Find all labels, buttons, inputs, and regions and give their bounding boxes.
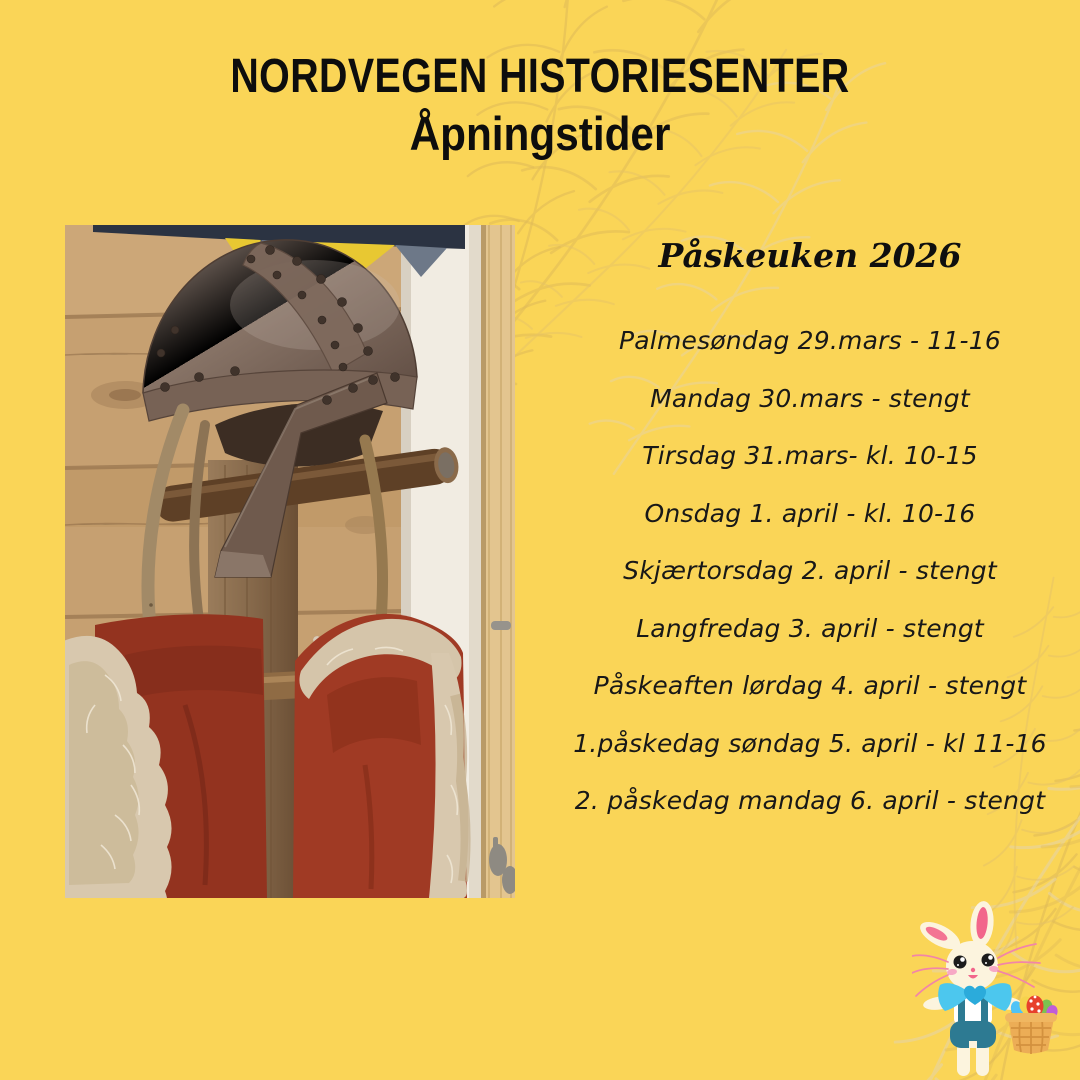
door-handle — [491, 621, 511, 630]
red-garment-left — [65, 614, 267, 898]
hours-line: Palmesøndag 29.mars - 11-16 — [619, 326, 1001, 356]
page-title: NORDVEGEN HISTORIESENTER — [230, 50, 850, 103]
hours-line: Mandag 30.mars - stengt — [650, 383, 970, 413]
easter-bunny-illustration — [912, 900, 1072, 1080]
hours-line: Påskeaften lørdag 4. april - stengt — [593, 671, 1027, 701]
hours-list — [545, 312, 1075, 830]
easter-basket — [1005, 996, 1059, 1055]
hours-line: Onsdag 1. april - kl. 10-16 — [644, 498, 976, 528]
hours-line: Langfredag 3. april - stengt — [636, 613, 984, 643]
hours-line: Tirsdag 31.mars- kl. 10-15 — [642, 441, 978, 471]
red-garment-right — [293, 614, 469, 898]
header — [0, 50, 1080, 162]
door — [481, 225, 515, 898]
viking-helmet-photo — [65, 225, 515, 898]
hours-line: 2. påskedag mandag 6. april - stengt — [574, 786, 1046, 816]
opening-hours-subtitle: Åpningstider — [409, 107, 671, 160]
hours-line: Skjærtorsdag 2. april - stengt — [623, 556, 997, 586]
hours-line: 1.påskedag søndag 5. april - kl 11-16 — [573, 728, 1047, 758]
opening-hours-panel — [545, 234, 1075, 830]
easter-week-heading: Påskeuken 2026 — [658, 236, 962, 275]
